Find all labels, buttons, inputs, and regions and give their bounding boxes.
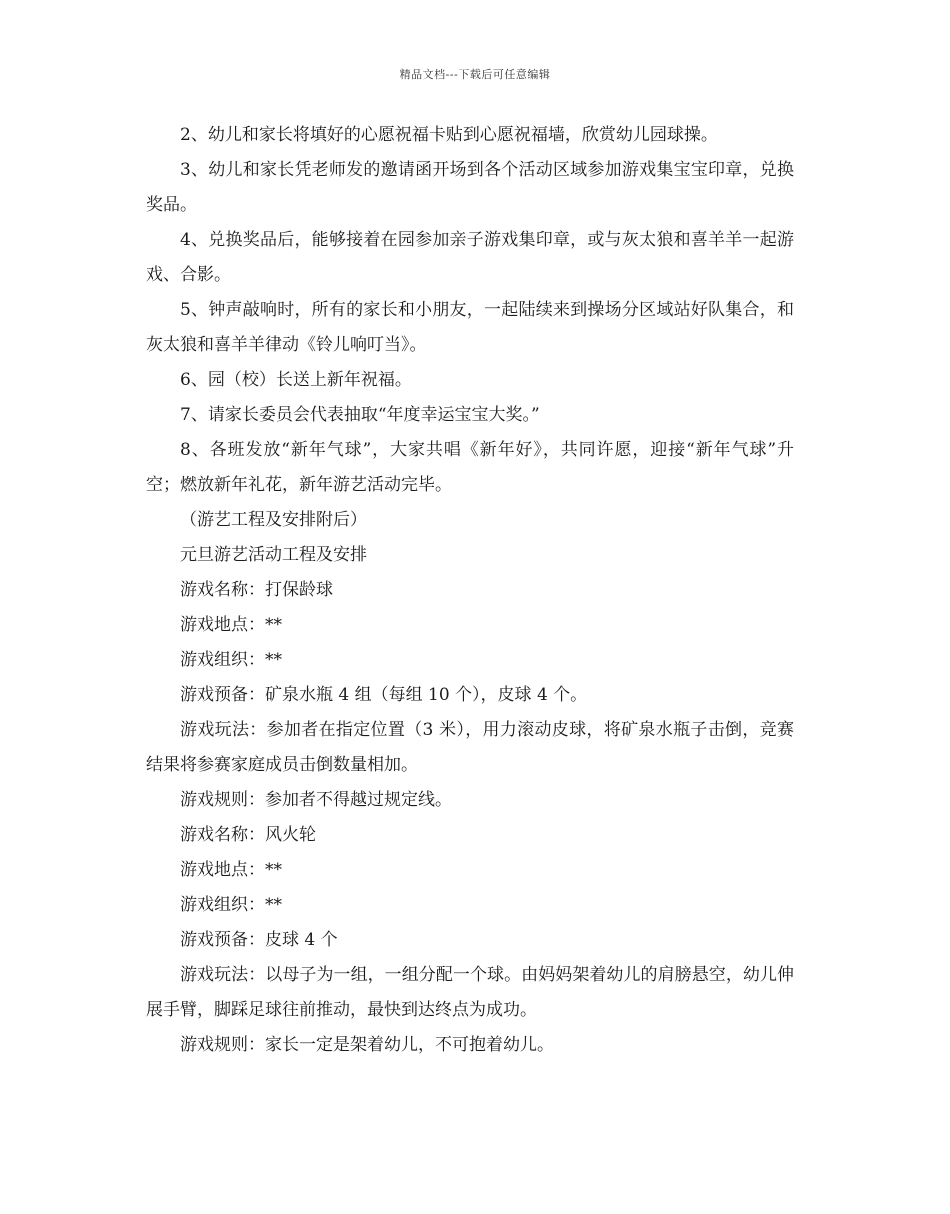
game-name: 游戏名称：风火轮 xyxy=(180,825,316,845)
paragraph: 6、园（校）长送上新年祝福。 xyxy=(180,370,412,390)
game-preparation: 游戏预备：皮球 4 个 xyxy=(180,930,338,950)
document-body xyxy=(146,118,794,1063)
game-organizer: 游戏组织：** xyxy=(180,895,282,915)
game-rules: 游戏规则：家长一定是架着幼儿，不可抱着幼儿。 xyxy=(180,1035,554,1055)
paragraph: 8、各班发放“新年气球”，大家共唱《新年好》，共同许愿，迎接“新年气球”升空；燃放新年礼花，新年游艺活动完毕。 xyxy=(146,440,794,495)
paragraph: 2、幼儿和家长将填好的心愿祝福卡贴到心愿祝福墙，欣赏幼儿园球操。 xyxy=(180,125,718,145)
paragraph: 4、兑换奖品后，能够接着在园参加亲子游戏集印章，或与灰太狼和喜羊羊一起游戏、合影。 xyxy=(146,230,794,285)
game-name: 游戏名称：打保龄球 xyxy=(180,580,333,600)
paragraph: 5、钟声敲响时，所有的家长和小朋友，一起陆续来到操场分区域站好队集合，和灰太狼和喜羊羊律动《铃儿响叮当》。 xyxy=(146,300,794,355)
game-rules: 游戏规则：参加者不得越过规定线。 xyxy=(180,790,452,810)
game-location: 游戏地点：** xyxy=(180,860,282,880)
paragraph: 7、请家长委员会代表抽取“年度幸运宝宝大奖。” xyxy=(180,405,540,425)
game-method: 游戏玩法：以母子为一组，一组分配一个球。由妈妈架着幼儿的肩膀悬空，幼儿伸展手臂，脚踩足球往前推动，最快到达终点为成功。 xyxy=(146,965,794,1020)
game-location: 游戏地点：** xyxy=(180,615,282,635)
paragraph: 3、幼儿和家长凭老师发的邀请函开场到各个活动区域参加游戏集宝宝印章，兑换奖品。 xyxy=(146,160,794,215)
page-header: 精品文档---下载后可任意编辑 xyxy=(399,68,551,81)
game-method: 游戏玩法：参加者在指定位置（3 米），用力滚动皮球，将矿泉水瓶子击倒，竞赛结果将参赛家庭成员击倒数量相加。 xyxy=(146,720,794,775)
game-organizer: 游戏组织：** xyxy=(180,650,282,670)
paragraph: （游艺工程及安排附后） xyxy=(180,510,367,530)
game-preparation: 游戏预备：矿泉水瓶 4 组（每组 10 个），皮球 4 个。 xyxy=(180,685,588,705)
section-title: 元旦游艺活动工程及安排 xyxy=(180,545,367,565)
